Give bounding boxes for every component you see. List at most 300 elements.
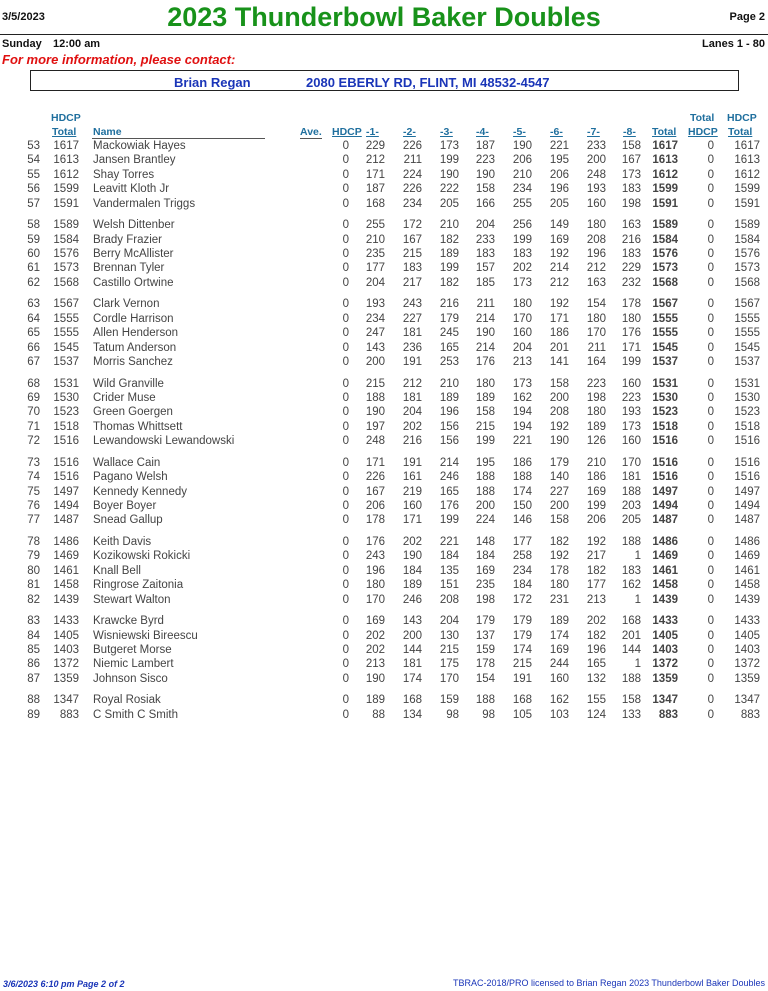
cell-hdcp-total-final: 1487 <box>734 514 760 527</box>
table-row <box>0 169 768 183</box>
cell-game-3: 184 <box>439 550 459 563</box>
contact-address: 2080 EBERLY RD, FLINT, MI 48532-4547 <box>306 75 550 90</box>
cell-game-2: 181 <box>402 392 422 404</box>
cell-game-7: 182 <box>586 629 606 642</box>
cell-total: 1359 <box>652 672 678 685</box>
table-row <box>0 298 768 312</box>
table-row <box>0 262 768 276</box>
cell-game-4: 159 <box>475 644 495 656</box>
cell-game-8: 223 <box>621 392 641 404</box>
cell-hdcp: 0 <box>342 356 349 368</box>
cell-game-3: 189 <box>439 392 459 404</box>
cell-game-1: 210 <box>365 233 385 246</box>
cell-game-5: 183 <box>512 248 532 260</box>
cell-hdcp: 0 <box>342 327 349 340</box>
cell-game-8: 158 <box>621 140 641 152</box>
cell-total: 1530 <box>652 392 678 404</box>
cell-game-4: 188 <box>475 471 495 484</box>
cell-total: 1458 <box>652 579 678 592</box>
cell-rank: 63 <box>27 298 40 311</box>
cell-game-4: 185 <box>475 276 495 289</box>
cell-game-5: 215 <box>512 658 532 671</box>
cell-hdcp-total: 1487 <box>53 514 79 527</box>
cell-game-7: 170 <box>586 327 606 340</box>
cell-total-hdcp: 0 <box>707 406 714 419</box>
cell-game-7: 202 <box>586 615 606 628</box>
cell-bowler-names: Thomas Whittsett <box>93 420 183 433</box>
cell-game-2: 191 <box>402 456 422 469</box>
cell-game-6: 162 <box>549 694 569 707</box>
cell-game-2: 134 <box>402 708 422 721</box>
cell-bowler-names: Wisniewski Bireescu <box>93 629 198 642</box>
cell-hdcp-total-final: 1347 <box>734 694 760 707</box>
cell-total-hdcp: 0 <box>707 485 714 498</box>
footer-license: TBRAC-2018/PRO licensed to Brian Regan 2023 Thunderbowl Baker Doubles <box>452 978 765 988</box>
cell-game-8: 188 <box>621 485 641 498</box>
cell-game-6: 186 <box>549 327 569 340</box>
cell-game-8: 198 <box>621 197 641 210</box>
cell-game-5: 162 <box>512 392 532 404</box>
cell-hdcp-total-final: 1497 <box>734 485 760 498</box>
cell-rank: 67 <box>27 356 40 368</box>
cell-game-3: 246 <box>439 471 459 484</box>
cell-hdcp-total-final: 1516 <box>734 471 760 484</box>
cell-game-7: 206 <box>586 514 606 527</box>
cell-game-8: 170 <box>621 456 641 469</box>
cell-game-8: 173 <box>621 420 641 433</box>
cell-hdcp: 0 <box>342 262 349 275</box>
footer-print-info: 3/6/2023 6:10 pm Page 2 of 2 <box>3 979 125 989</box>
cell-game-4: 214 <box>475 312 495 325</box>
cell-hdcp: 0 <box>342 276 349 289</box>
table-row <box>0 550 768 564</box>
cell-game-1: 143 <box>365 341 385 354</box>
cell-game-2: 227 <box>402 312 422 325</box>
cell-game-6: 103 <box>549 708 569 721</box>
cell-game-2: 181 <box>402 658 422 671</box>
table-row <box>0 536 768 550</box>
cell-game-3: 156 <box>439 420 459 433</box>
cell-game-6: 149 <box>549 219 569 232</box>
cell-game-5: 221 <box>512 435 532 448</box>
cell-game-5: 174 <box>512 644 532 656</box>
cell-game-4: 190 <box>475 327 495 340</box>
cell-game-6: 205 <box>549 197 569 210</box>
cell-game-5: 172 <box>512 593 532 606</box>
cell-hdcp: 0 <box>342 536 349 548</box>
cell-hdcp: 0 <box>342 500 349 512</box>
cell-total: 1568 <box>652 276 678 289</box>
page-number: Page 2 <box>729 11 765 23</box>
cell-hdcp-total: 1486 <box>53 536 79 548</box>
cell-total: 1433 <box>652 615 678 628</box>
cell-game-5: 190 <box>512 140 532 152</box>
event-day: Sunday <box>2 38 42 50</box>
cell-rank: 86 <box>27 658 40 671</box>
cell-rank: 53 <box>27 140 40 152</box>
cell-game-8: 183 <box>621 248 641 260</box>
cell-game-6: 178 <box>549 564 569 577</box>
cell-game-3: 151 <box>439 579 459 592</box>
cell-game-3: 190 <box>439 168 459 181</box>
cell-game-5: 179 <box>512 629 532 642</box>
cell-hdcp-total-final: 1599 <box>734 183 760 196</box>
cell-total: 1617 <box>652 140 678 152</box>
table-row <box>0 514 768 528</box>
cell-game-8: 171 <box>621 341 641 354</box>
table-row <box>0 435 768 449</box>
cell-game-6: 141 <box>549 356 569 368</box>
cell-rank: 56 <box>27 183 40 196</box>
cell-game-5: 194 <box>512 406 532 419</box>
cell-game-1: 243 <box>365 550 385 563</box>
cell-game-1: 215 <box>365 377 385 390</box>
cell-hdcp-total-final: 1545 <box>734 341 760 354</box>
cell-game-2: 200 <box>402 629 422 642</box>
cell-game-8: 199 <box>621 356 641 368</box>
table-row <box>0 630 768 644</box>
cell-hdcp: 0 <box>342 579 349 592</box>
cell-game-7: 223 <box>586 377 606 390</box>
cell-total-hdcp: 0 <box>707 564 714 577</box>
cell-hdcp: 0 <box>342 629 349 642</box>
cell-hdcp: 0 <box>342 197 349 210</box>
cell-game-1: 177 <box>365 262 385 275</box>
cell-game-8: 1 <box>634 550 641 563</box>
table-row <box>0 421 768 435</box>
cell-total: 1589 <box>652 219 678 232</box>
cell-hdcp-total: 1576 <box>53 248 79 260</box>
cell-game-4: 179 <box>475 615 495 628</box>
cell-game-7: 193 <box>586 183 606 196</box>
cell-game-4: 176 <box>475 356 495 368</box>
cell-total-hdcp: 0 <box>707 435 714 448</box>
cell-total-hdcp: 0 <box>707 197 714 210</box>
cell-game-3: 199 <box>439 154 459 167</box>
cell-total-hdcp: 0 <box>707 276 714 289</box>
cell-game-3: 215 <box>439 644 459 656</box>
cell-total: 1439 <box>652 593 678 606</box>
cell-game-7: 200 <box>586 154 606 167</box>
cell-game-4: 211 <box>476 298 495 311</box>
cell-game-1: 229 <box>365 140 385 152</box>
contact-prompt: For more information, please contact: <box>2 52 236 67</box>
cell-game-6: 208 <box>549 406 569 419</box>
cell-game-5: 210 <box>512 168 532 181</box>
report-date: 3/5/2023 <box>2 11 45 23</box>
cell-total: 1487 <box>652 514 678 527</box>
cell-game-7: 186 <box>586 471 606 484</box>
cell-bowler-names: Royal Rosiak <box>93 694 161 707</box>
cell-bowler-names: Kennedy Kennedy <box>93 485 187 498</box>
cell-rank: 81 <box>27 579 40 592</box>
cell-game-7: 210 <box>586 456 606 469</box>
cell-game-7: 169 <box>586 485 606 498</box>
cell-game-5: 177 <box>512 536 532 548</box>
table-row <box>0 356 768 370</box>
cell-game-3: 98 <box>446 708 459 721</box>
cell-hdcp-total-final: 1494 <box>734 500 760 512</box>
col-hdcp-total2-bottom: Total <box>728 126 753 138</box>
cell-game-4: 200 <box>475 500 495 512</box>
col-ave: Ave. <box>300 126 322 138</box>
cell-game-5: 160 <box>512 327 532 340</box>
cell-game-3: 210 <box>439 219 459 232</box>
cell-game-8: 1 <box>634 658 641 671</box>
cell-hdcp-total: 1555 <box>53 327 79 340</box>
cell-game-8: 201 <box>621 629 641 642</box>
cell-bowler-names: Mackowiak Hayes <box>93 140 186 152</box>
cell-game-6: 212 <box>549 276 569 289</box>
cell-total: 1372 <box>652 658 678 671</box>
cell-hdcp-total-final: 1613 <box>734 154 760 167</box>
cell-rank: 69 <box>27 392 40 404</box>
cell-hdcp-total: 1531 <box>53 377 79 390</box>
cell-game-3: 159 <box>439 694 459 707</box>
table-row <box>0 709 768 723</box>
cell-bowler-names: Lewandowski Lewandowski <box>93 435 235 448</box>
cell-total: 1537 <box>652 356 678 368</box>
cell-total: 1518 <box>652 420 678 433</box>
cell-game-2: 219 <box>402 485 422 498</box>
cell-game-1: 171 <box>365 456 385 469</box>
col-game-7: -7- <box>587 126 600 138</box>
cell-game-6: 171 <box>549 312 569 325</box>
table-row <box>0 565 768 579</box>
cell-hdcp-total: 1458 <box>53 579 79 592</box>
cell-game-1: 187 <box>365 183 385 196</box>
table-row <box>0 183 768 197</box>
table-row <box>0 673 768 687</box>
cell-game-7: 132 <box>586 672 606 685</box>
cell-total-hdcp: 0 <box>707 248 714 260</box>
cell-hdcp-total: 1359 <box>53 672 79 685</box>
cell-bowler-names: Crider Muse <box>93 392 156 404</box>
cell-bowler-names: Brady Frazier <box>93 233 163 246</box>
table-row <box>0 500 768 514</box>
cell-rank: 87 <box>27 672 40 685</box>
cell-hdcp-total: 1372 <box>53 658 79 671</box>
col-game-1: -1- <box>366 126 379 138</box>
cell-total-hdcp: 0 <box>707 456 714 469</box>
cell-hdcp: 0 <box>342 615 349 628</box>
cell-game-1: 88 <box>372 708 385 721</box>
cell-game-1: 212 <box>365 154 385 167</box>
cell-hdcp-total: 883 <box>59 708 79 721</box>
cell-game-8: 181 <box>621 471 641 484</box>
cell-game-6: 214 <box>549 262 569 275</box>
cell-game-1: 197 <box>365 420 385 433</box>
cell-game-4: 189 <box>475 392 495 404</box>
cell-game-5: 199 <box>512 233 532 246</box>
cell-total: 1573 <box>652 262 678 275</box>
cell-game-4: 98 <box>482 708 495 721</box>
cell-game-6: 140 <box>549 471 569 484</box>
cell-hdcp-total-final: 1568 <box>734 276 760 289</box>
table-row <box>0 644 768 658</box>
cell-game-7: 199 <box>586 500 606 512</box>
cell-total-hdcp: 0 <box>707 550 714 563</box>
cell-game-8: 229 <box>621 262 641 275</box>
cell-hdcp-total-final: 1516 <box>734 456 760 469</box>
cell-bowler-names: Castillo Ortwine <box>93 276 174 289</box>
cell-game-3: 173 <box>439 140 459 152</box>
cell-game-4: 188 <box>475 694 495 707</box>
lanes-range: Lanes 1 - 80 <box>702 38 765 50</box>
cell-game-1: 180 <box>365 579 385 592</box>
cell-total-hdcp: 0 <box>707 262 714 275</box>
cell-total-hdcp: 0 <box>707 514 714 527</box>
cell-game-7: 180 <box>586 312 606 325</box>
cell-hdcp: 0 <box>342 140 349 152</box>
cell-hdcp: 0 <box>342 514 349 527</box>
cell-game-8: 160 <box>621 435 641 448</box>
cell-game-6: 200 <box>549 392 569 404</box>
cell-hdcp-total: 1497 <box>53 485 79 498</box>
cell-total: 1599 <box>652 183 678 196</box>
table-row <box>0 457 768 471</box>
cell-hdcp-total-final: 1589 <box>734 219 760 232</box>
cell-hdcp-total-final: 1530 <box>734 392 760 404</box>
cell-hdcp-total: 1584 <box>53 233 79 246</box>
cell-game-8: 160 <box>621 377 641 390</box>
cell-game-3: 135 <box>439 564 459 577</box>
cell-game-4: 215 <box>475 420 495 433</box>
cell-game-6: 158 <box>549 514 569 527</box>
cell-game-2: 191 <box>402 356 422 368</box>
cell-game-8: 158 <box>621 694 641 707</box>
table-row <box>0 486 768 500</box>
cell-bowler-names: Snead Gallup <box>93 514 163 527</box>
cell-hdcp-total: 1612 <box>53 168 79 181</box>
cell-game-5: 234 <box>512 564 532 577</box>
cell-total-hdcp: 0 <box>707 392 714 404</box>
cell-rank: 80 <box>27 564 40 577</box>
cell-hdcp: 0 <box>342 485 349 498</box>
cell-game-8: 167 <box>621 154 641 167</box>
cell-game-1: 202 <box>365 644 385 656</box>
cell-hdcp-total: 1347 <box>53 694 79 707</box>
cell-game-3: 221 <box>439 536 459 548</box>
cell-game-2: 167 <box>402 233 422 246</box>
cell-game-2: 243 <box>402 298 422 311</box>
cell-game-2: 226 <box>402 183 422 196</box>
cell-game-3: 179 <box>439 312 459 325</box>
cell-game-1: 235 <box>365 248 385 260</box>
cell-total-hdcp: 0 <box>707 183 714 196</box>
cell-hdcp-total-final: 1439 <box>734 593 760 606</box>
cell-bowler-names: Keith Davis <box>93 536 152 548</box>
cell-game-7: 189 <box>586 420 606 433</box>
cell-hdcp-total-final: 1372 <box>734 658 760 671</box>
cell-game-6: 174 <box>549 629 569 642</box>
cell-hdcp-total-final: 1567 <box>734 298 760 311</box>
cell-hdcp-total: 1405 <box>53 629 79 642</box>
cell-game-2: 189 <box>402 579 422 592</box>
cell-hdcp-total: 1518 <box>53 420 79 433</box>
cell-total-hdcp: 0 <box>707 154 714 167</box>
cell-game-5: 194 <box>512 420 532 433</box>
cell-hdcp-total-final: 1537 <box>734 356 760 368</box>
cell-rank: 57 <box>27 197 40 210</box>
cell-total: 1523 <box>652 406 678 419</box>
cell-game-4: 183 <box>475 248 495 260</box>
cell-game-8: 193 <box>621 406 641 419</box>
cell-game-6: 158 <box>549 377 569 390</box>
cell-bowler-names: Welsh Dittenber <box>93 219 175 232</box>
cell-game-3: 182 <box>439 276 459 289</box>
cell-hdcp-total-final: 1555 <box>734 312 760 325</box>
cell-game-2: 171 <box>402 514 422 527</box>
cell-game-7: 233 <box>586 140 606 152</box>
cell-game-5: 204 <box>512 341 532 354</box>
cell-hdcp-total: 1599 <box>53 183 79 196</box>
table-row <box>0 277 768 291</box>
cell-bowler-names: Kozikowski Rokicki <box>93 550 191 563</box>
cell-bowler-names: Jansen Brantley <box>93 154 176 167</box>
table-row <box>0 234 768 248</box>
cell-total: 1567 <box>652 298 678 311</box>
cell-game-4: 204 <box>475 219 495 232</box>
cell-total-hdcp: 0 <box>707 500 714 512</box>
cell-bowler-names: Boyer Boyer <box>93 500 157 512</box>
cell-hdcp: 0 <box>342 550 349 563</box>
col-hdcp-total2-top: HDCP <box>727 112 757 124</box>
cell-game-1: 171 <box>365 168 385 181</box>
cell-game-8: 183 <box>621 564 641 577</box>
cell-game-4: 188 <box>475 485 495 498</box>
cell-game-4: 198 <box>475 593 495 606</box>
cell-game-3: 199 <box>439 514 459 527</box>
cell-game-8: 133 <box>621 708 641 721</box>
cell-game-6: 160 <box>549 672 569 685</box>
cell-game-5: 206 <box>512 154 532 167</box>
cell-game-4: 190 <box>475 168 495 181</box>
cell-game-5: 150 <box>512 500 532 512</box>
cell-game-6: 200 <box>549 500 569 512</box>
cell-game-1: 189 <box>365 694 385 707</box>
cell-hdcp-total-final: 1403 <box>734 644 760 656</box>
table-row <box>0 579 768 593</box>
cell-bowler-names: C Smith C Smith <box>93 708 178 721</box>
cell-game-8: 1 <box>634 593 641 606</box>
cell-total-hdcp: 0 <box>707 233 714 246</box>
cell-game-1: 200 <box>365 356 385 368</box>
table-row <box>0 694 768 708</box>
cell-hdcp-total-final: 1584 <box>734 233 760 246</box>
cell-game-5: 191 <box>512 672 532 685</box>
col-name: Name <box>93 126 122 138</box>
cell-game-3: 245 <box>439 327 459 340</box>
cell-game-5: 179 <box>512 615 532 628</box>
cell-bowler-names: Green Goergen <box>93 406 173 419</box>
cell-hdcp-total: 1613 <box>53 154 79 167</box>
cell-total: 1516 <box>652 456 678 469</box>
cell-game-7: 211 <box>587 341 606 354</box>
col-game-4: -4- <box>476 126 489 138</box>
cell-hdcp-total-final: 1405 <box>734 629 760 642</box>
table-row <box>0 198 768 212</box>
cell-game-3: 176 <box>439 500 459 512</box>
cell-game-5: 188 <box>512 471 532 484</box>
cell-hdcp-total: 1573 <box>53 262 79 275</box>
cell-hdcp: 0 <box>342 658 349 671</box>
cell-game-1: 167 <box>365 485 385 498</box>
cell-hdcp: 0 <box>342 377 349 390</box>
cell-hdcp-total: 1555 <box>53 312 79 325</box>
cell-game-2: 144 <box>402 644 422 656</box>
cell-total-hdcp: 0 <box>707 168 714 181</box>
